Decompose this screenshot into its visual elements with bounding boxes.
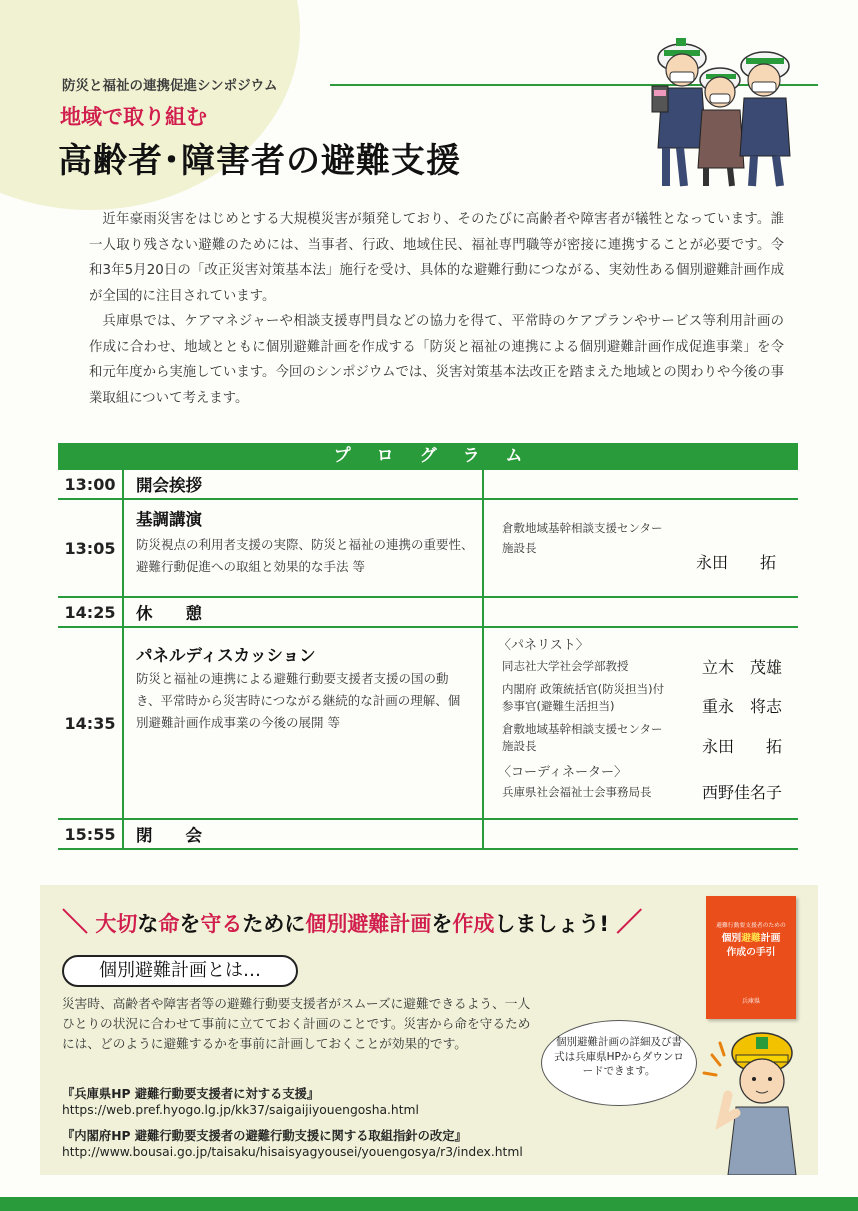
program-title: パネルディスカッション	[136, 646, 316, 665]
program-title: 開会挨拶	[136, 476, 202, 495]
slash-left-icon: ＼	[62, 908, 89, 938]
intro-paragraph-2: 兵庫県では、ケアマネジャーや相談支援専門員などの協力を得て、平常時のケアプランやサービス等利用計画の作成に合わせ、地域とともに個別避難計画を作成する「防災と福祉の連携による個別避難計画作成促進事業」を令和元年度から実施しています。今回のシンポジウムでは、災害対策基本法改正を踏まえた地域との関わりや今後の事業取組について考えます。	[89, 314, 784, 406]
intro-paragraph-1: 近年豪雨災害をはじめとする大規模災害が頻発しており、そのたびに高齢者や障害者が犠牲となっています。誰一人取り残さない避難のためには、当事者、行政、地域住民、福祉専門職等が密接に連携することが必要です。令和3年5月20日の「改正災害対策基本法」施行を受け、具体的な避難行動につながる、実効性ある個別避難計画作成が全国的に注目されています。	[89, 212, 784, 304]
plan-description: 災害時、高齢者や障害者等の避難行動要支援者がスムーズに避難できるよう、一人ひとりの状況に合わせて事前に立てておく計画のことです。災害から命を守るためには、どのように避難するかを事前に計画しておくことが効果的です。	[62, 996, 531, 1051]
program-row	[58, 500, 798, 598]
slogan	[62, 902, 642, 939]
panelist-org-2: 施設長	[502, 739, 537, 753]
slogan-part: な	[137, 912, 159, 936]
panelist-org: 倉敷地域基幹相談支援センター	[502, 722, 663, 736]
slogan-part: 守る	[200, 912, 243, 936]
coordinator-label: 〈コーディネーター〉	[498, 765, 627, 780]
speaker-org: 倉敷地域基幹相談支援センター	[502, 521, 663, 535]
slash-right-icon: ／	[616, 908, 643, 938]
book-title: 個別避難計画 作成の手引	[721, 933, 781, 958]
slogan-part: 命	[158, 912, 180, 936]
program-title: 休 憩	[136, 604, 202, 623]
slogan-part: を	[431, 912, 453, 936]
program-title: 基調講演	[136, 510, 202, 529]
program-table	[58, 470, 798, 850]
footer-bar	[0, 1197, 858, 1211]
program-row	[58, 598, 798, 628]
program-time: 15:55	[58, 820, 124, 848]
slogan-part: 個別避難計画	[305, 912, 432, 936]
symposium-label: 防災と福祉の連携促進シンポジウム	[62, 78, 278, 94]
program-row	[58, 628, 798, 820]
speech-bubble-text: 個別避難計画の詳細及び書式は兵庫県HPからダウンロードできます。	[554, 1036, 684, 1077]
worker-pointing-illustration	[700, 1025, 810, 1175]
page-title: 高齢者･障害者の避難支援	[58, 141, 461, 181]
program-description: 防災視点の利用者支援の実際、防災と福祉の連携の重要性、避難行動促進への取組と効果的な手法 等	[136, 537, 474, 574]
panelist-name: 重永 将志	[702, 697, 783, 716]
coordinator-name: 西野佳名子	[702, 783, 783, 802]
panelist-org-2: 参事官(避難生活担当)	[502, 699, 615, 713]
program-description: 防災と福祉の連携による避難行動要支援者支援の国の動き、平常時から災害時につながる継続的な計画の理解、個別避難計画作成事業の今後の展開 等	[136, 671, 461, 730]
slogan-part: しましょう!	[494, 912, 609, 936]
book-subtitle: 避難行動要支援者のための	[716, 923, 786, 929]
panelist-org: 同志社大学社会学部教授	[502, 659, 629, 673]
panelists-label: 〈パネリスト〉	[498, 638, 589, 653]
program-row	[58, 470, 798, 500]
program-time: 14:35	[58, 628, 124, 818]
program-row	[58, 820, 798, 850]
panelist-name: 永田 拓	[702, 737, 783, 756]
panelist-name: 立木 茂雄	[702, 658, 783, 677]
reference-link[interactable]: https://web.pref.hyogo.lg.jp/kk37/saigaijiyouengosha.html	[62, 1103, 419, 1117]
book-publisher: 兵庫県	[741, 998, 760, 1005]
slogan-part: ために	[242, 912, 306, 936]
slogan-part: を	[179, 912, 201, 936]
coordinator-org: 兵庫県社会福祉士会事務局長	[502, 785, 652, 799]
speaker-role: 施設長	[502, 541, 537, 555]
rescue-workers-illustration	[640, 28, 800, 188]
guidebook-cover	[706, 896, 796, 1019]
program-title: 閉 会	[136, 826, 202, 845]
reference-title: 『内閣府HP 避難行動要支援者の避難行動支援に関する取組指針の改定』	[62, 1129, 467, 1143]
program-time: 13:00	[58, 470, 124, 498]
speaker-name: 永田 拓	[696, 553, 777, 572]
subtitle: 地域で取り組む	[60, 104, 207, 129]
reference-link[interactable]: http://www.bousai.go.jp/taisaku/hisaisyagyousei/youengosya/r3/index.html	[62, 1145, 523, 1159]
program-time: 13:05	[58, 500, 124, 596]
reference-title: 『兵庫県HP 避難行動要支援者に対する支援』	[62, 1087, 320, 1101]
program-time: 14:25	[58, 598, 124, 626]
slogan-part: 大切	[95, 912, 138, 936]
plan-definition-label: 個別避難計画とは…	[62, 955, 298, 987]
panelist-org: 内閣府 政策統括官(防災担当)付	[502, 682, 665, 696]
program-header: プログラム	[58, 443, 798, 470]
slogan-part: 作成	[452, 912, 495, 936]
intro-text	[89, 207, 784, 411]
